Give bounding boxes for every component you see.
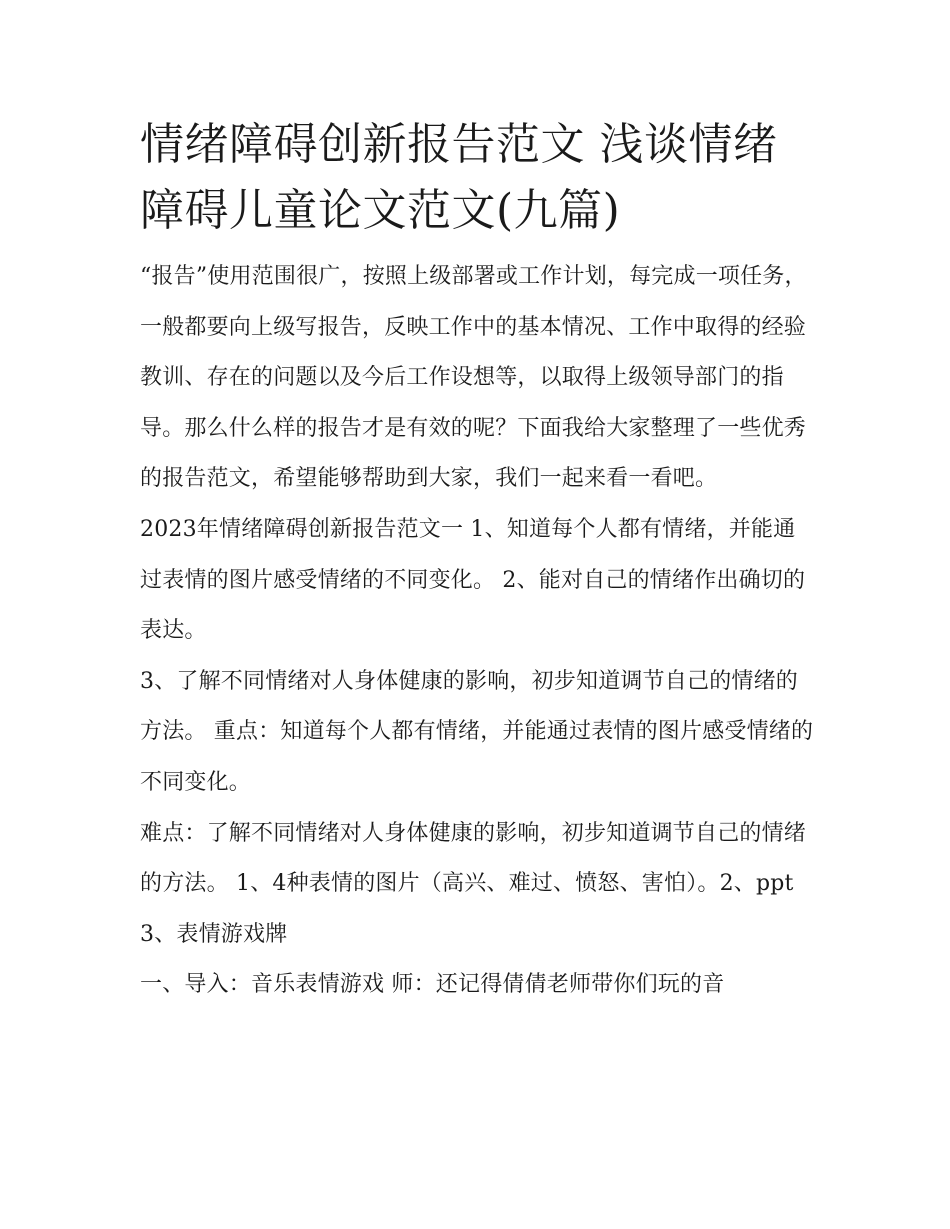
paragraph-goals: 2023年情绪障碍创新报告范文一 1、知道每个人都有情绪，并能通过表情的图片感受情绪的不同变化。 2、能对自己的情绪作出确切的表达。: [140, 516, 806, 644]
paragraph-intro: “报告”使用范围很广，按照上级部署或工作计划，每完成一项任务，一般都要向上级写报告，反映工作中的基本情况、工作中取得的经验教训、存在的问题以及今后工作设想等，以取得上级领导部门的指导。那么什么样的报告才是有效的呢？下面我给大家整理了一些优秀的报告范文，希望能够帮助到大家，我们一起来看一看吧。: [140, 264, 807, 492]
paragraph-introduction-activity: 一、导入：音乐表情游戏 师：还记得倩倩老师带你们玩的音: [140, 972, 725, 998]
paragraph-difficulties: 难点：了解不同情绪对人身体健康的影响，初步知道调节自己的情绪的方法。 1、4种表情的图片（高兴、难过、愤怒、害怕）。2、ppt 3、表情游戏牌: [140, 820, 807, 947]
document-page: [140, 112, 815, 1011]
document-title: 情绪障碍创新报告范文 浅谈情绪障碍儿童论文范文(九篇): [140, 119, 778, 236]
paragraph-key-points: 3、了解不同情绪对人身体健康的影响，初步知道调节自己的情绪的方法。 重点：知道每个人都有情绪，并能通过表情的图片感受情绪的不同变化。: [140, 668, 814, 795]
